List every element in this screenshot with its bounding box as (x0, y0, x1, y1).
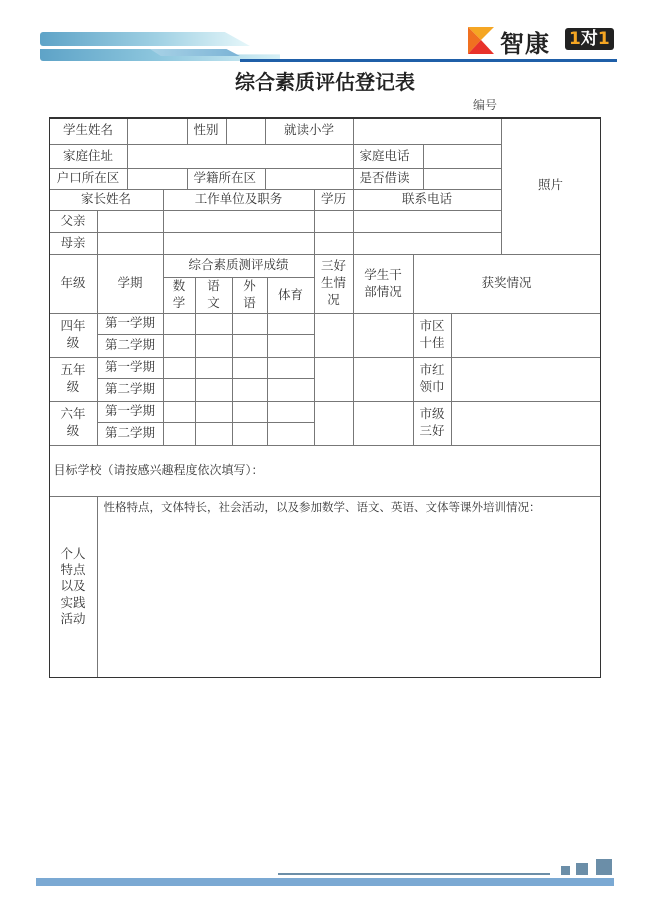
footer-square-medium (576, 863, 588, 875)
grade-text: 级 (66, 423, 80, 438)
father-name-field[interactable] (97, 210, 164, 233)
score-cell[interactable] (195, 334, 233, 358)
header-text: 外 (243, 278, 256, 294)
grade-6-label (49, 401, 98, 446)
score-cell[interactable] (267, 334, 315, 358)
grade-text: 级 (66, 379, 80, 394)
score-cell[interactable] (163, 422, 196, 446)
primary-school-field[interactable] (353, 117, 502, 145)
subject-chinese-header (195, 277, 233, 314)
score-cell[interactable] (195, 378, 233, 402)
three-good-cell[interactable] (314, 401, 354, 446)
mother-name-field[interactable] (97, 232, 164, 255)
father-education-field[interactable] (314, 210, 354, 233)
term-header: 学期 (97, 254, 164, 314)
mother-phone-field[interactable] (353, 232, 502, 255)
award-text: 市级 (419, 406, 445, 422)
student-name-label: 学生姓名 (49, 117, 128, 145)
header-text: 三好 (320, 258, 346, 274)
grade-text: 五年 (60, 362, 86, 378)
footer-bar (36, 878, 614, 886)
header-banner-top (40, 32, 250, 46)
badge-digit: 1 (569, 29, 581, 49)
award-field[interactable] (451, 401, 601, 446)
personal-activities-field[interactable]: 性格特点，文体特长，社会活动，以及参加数学、语文、英语、文体等课外培训情况： (97, 496, 601, 678)
term-label: 第二学期 (97, 334, 164, 358)
term-label: 第二学期 (97, 422, 164, 446)
cadre-header (353, 254, 414, 314)
three-good-header (314, 254, 354, 314)
student-name-field[interactable] (127, 117, 188, 145)
gender-field[interactable] (226, 117, 266, 145)
grade-header: 年级 (49, 254, 98, 314)
zhikang-logo-icon (468, 27, 494, 54)
grade-5-label (49, 357, 98, 402)
score-cell[interactable] (232, 313, 268, 335)
header-text: 文 (207, 295, 220, 310)
label-text: 个人 (60, 545, 86, 561)
label-text: 活动 (60, 610, 86, 626)
score-group-header: 综合素质测评成绩 (163, 254, 315, 278)
header-text: 部情况 (364, 283, 402, 299)
serial-number-label: 编号 (473, 98, 498, 112)
label-text: 实践 (60, 594, 86, 610)
score-cell[interactable] (195, 357, 233, 379)
home-address-label: 家庭住址 (49, 144, 128, 169)
target-school-field[interactable]: 目标学校（请按感兴趣程度依次填写）： (49, 445, 601, 497)
score-cell[interactable] (232, 378, 268, 402)
three-good-cell[interactable] (314, 313, 354, 358)
header-text: 语 (207, 278, 220, 294)
award-text: 领巾 (419, 379, 445, 394)
work-unit-header: 工作单位及职务 (163, 189, 315, 211)
score-cell[interactable] (232, 401, 268, 423)
score-cell[interactable] (267, 422, 315, 446)
cadre-cell[interactable] (353, 401, 414, 446)
subject-math-header (163, 277, 196, 314)
primary-school-label: 就读小学 (265, 117, 354, 145)
grade-text: 四年 (60, 318, 86, 334)
footer-rule (278, 873, 550, 875)
home-phone-field[interactable] (423, 144, 502, 169)
term-label: 第二学期 (97, 378, 164, 402)
award-field[interactable] (451, 313, 601, 358)
header-text: 学生干 (364, 266, 402, 282)
score-cell[interactable] (163, 357, 196, 379)
mother-education-field[interactable] (314, 232, 354, 255)
brand-name: 智康 (500, 30, 550, 58)
score-cell[interactable] (163, 313, 196, 335)
award-text: 三好 (419, 423, 445, 438)
father-phone-field[interactable] (353, 210, 502, 233)
borrowing-label: 是否借读 (353, 168, 424, 190)
term-label: 第一学期 (97, 401, 164, 423)
three-good-cell[interactable] (314, 357, 354, 402)
score-cell[interactable] (267, 401, 315, 423)
header-text: 数 (172, 278, 186, 294)
grade-text: 六年 (60, 406, 86, 422)
award-text: 市区 (419, 318, 445, 334)
home-phone-label: 家庭电话 (353, 144, 424, 169)
header-text: 语 (243, 295, 256, 310)
mother-label: 母亲 (49, 232, 98, 255)
score-cell[interactable] (163, 378, 196, 402)
score-cell[interactable] (163, 334, 196, 358)
father-label: 父亲 (49, 210, 98, 233)
award-type-label (413, 357, 452, 402)
score-cell[interactable] (195, 422, 233, 446)
term-label: 第一学期 (97, 357, 164, 379)
father-work-field[interactable] (163, 210, 315, 233)
score-cell[interactable] (163, 401, 196, 423)
subject-pe-header: 体育 (267, 277, 315, 314)
header-banner-accent (150, 49, 240, 56)
gender-label: 性别 (187, 117, 227, 145)
contact-phone-header: 联系电话 (353, 189, 502, 211)
school-registry-field[interactable] (265, 168, 354, 190)
education-header: 学历 (314, 189, 354, 211)
header-text: 况 (327, 291, 340, 307)
page-title: 综合素质评估登记表 (235, 70, 415, 94)
score-cell[interactable] (267, 357, 315, 379)
score-cell[interactable] (232, 357, 268, 379)
badge-digit: 1 (597, 29, 610, 49)
badge-char: 对 (580, 29, 598, 49)
score-cell[interactable] (267, 313, 315, 335)
borrowing-field[interactable] (423, 168, 502, 190)
award-text: 市红 (419, 362, 445, 378)
cadre-cell[interactable] (353, 313, 414, 358)
score-cell[interactable] (232, 334, 268, 358)
header-text: 学 (172, 295, 186, 310)
grade-4-label (49, 313, 98, 358)
home-address-field[interactable] (127, 144, 354, 169)
hukou-district-label: 户口所在区 (49, 168, 128, 190)
footer-square-large (596, 859, 612, 875)
cadre-cell[interactable] (353, 357, 414, 402)
award-type-label (413, 401, 452, 446)
school-registry-label: 学籍所在区 (187, 168, 266, 190)
parent-name-header: 家长姓名 (49, 189, 164, 211)
hukou-district-field[interactable] (127, 168, 188, 190)
awards-header: 获奖情况 (413, 254, 601, 314)
grade-text: 级 (66, 335, 80, 350)
header-text: 生情 (320, 275, 346, 291)
score-cell[interactable] (267, 378, 315, 402)
personal-activities-label (49, 496, 98, 678)
mother-work-field[interactable] (163, 232, 315, 255)
score-cell[interactable] (232, 422, 268, 446)
score-cell[interactable] (195, 313, 233, 335)
photo-area[interactable]: 照片 (501, 117, 601, 255)
label-text: 以及 (60, 578, 86, 594)
score-cell[interactable] (195, 401, 233, 423)
footer-square-small (561, 866, 570, 875)
award-field[interactable] (451, 357, 601, 402)
award-type-label (413, 313, 452, 358)
brand-badge (565, 28, 614, 50)
header-rule (240, 59, 617, 62)
label-text: 特点 (60, 562, 86, 578)
term-label: 第一学期 (97, 313, 164, 335)
subject-foreign-language-header (232, 277, 268, 314)
award-text: 十佳 (419, 335, 445, 350)
